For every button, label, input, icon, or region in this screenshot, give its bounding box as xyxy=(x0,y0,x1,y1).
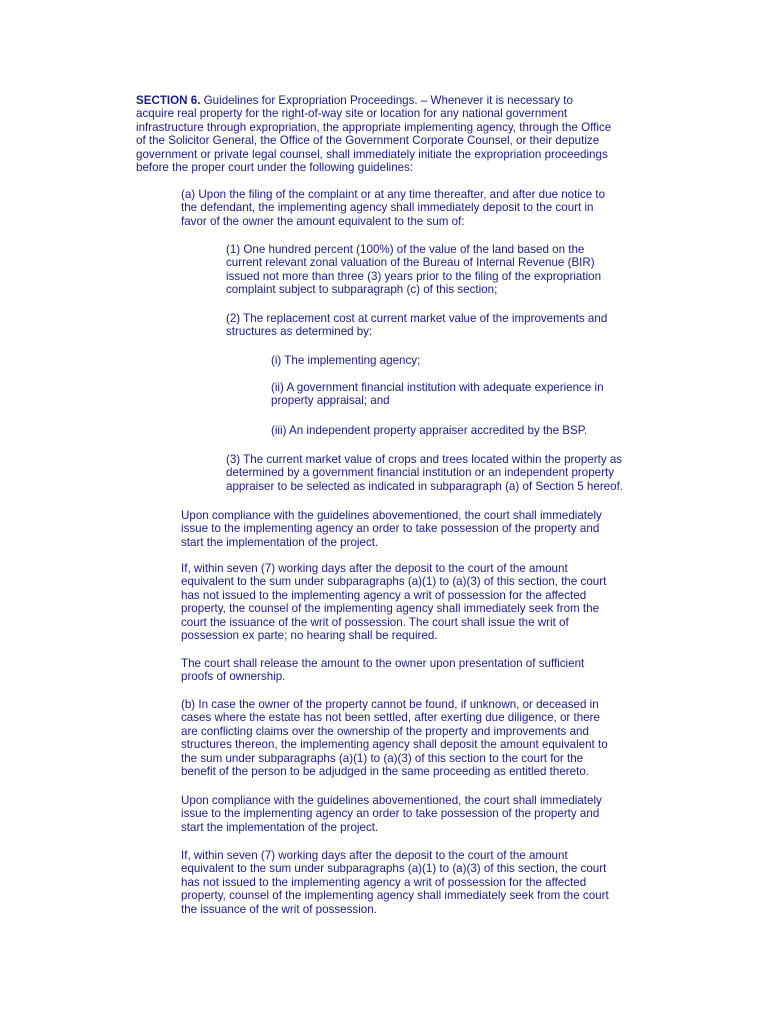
item-a2-iii: (iii) An independent property appraiser accredited by the BSP. xyxy=(271,424,588,437)
subparagraph-a2: (2) The replacement cost at current market value of the improvements and structures as determined by: xyxy=(226,312,608,339)
section-heading: SECTION 6. xyxy=(136,94,201,107)
compliance-paragraph-2: Upon compliance with the guidelines abovementioned, the court shall immediately issue to the implementing agency an order to take possession of the property and start the implementation of the project. xyxy=(181,794,602,834)
compliance-paragraph-1: Upon compliance with the guidelines abovementioned, the court shall immediately issue to the implementing agency an order to take possession of the property and start the implementation of the project. xyxy=(181,509,602,549)
subparagraph-a3: (3) The current market value of crops and trees located within the property as determined by a government financial institution or an independent property appraiser to be selected as indicated in subparagraph (a) of Section 5 hereof. xyxy=(226,453,624,493)
paragraph-a: (a) Upon the filing of the complaint or at any time thereafter, and after due notice to the defendant, the implementing agency shall immediately deposit to the court in favor of the owner the amount equivalent to the sum of: xyxy=(181,188,606,228)
release-paragraph: The court shall release the amount to the owner upon presentation of sufficient proofs of ownership. xyxy=(181,657,585,684)
writ-paragraph-1: If, within seven (7) working days after the deposit to the court of the amount equivalent to the sum under subparagraphs (a)(1) to (a)(3) of this section, the court has not issued to the implementing agency a writ of possession for the affected property, the counsel of the implementing agency shall immediately seek from the court the issuance of the writ of possession. The court shall issue the writ of possession ex parte; no hearing shall be required. xyxy=(181,562,607,643)
subparagraph-a1: (1) One hundred percent (100%) of the value of the land based on the current relevant zonal valuation of the Bureau of Internal Revenue (BIR) issued not more than three (3) years prior to the filing of the expropriation complaint subject to subparagraph (c) of this section; xyxy=(226,243,602,297)
item-a2-i: (i) The implementing agency; xyxy=(271,354,421,367)
paragraph-b: (b) In case the owner of the property cannot be found, if unknown, or deceased in cases where the estate has not been settled, after exerting due diligence, or there are conflicting claims over the ownership of the property and improvements and structures thereon, the implementing agency shall deposit the amount equivalent to the sum under subparagraphs (a)(1) to (a)(3) of this section to the court for the benefit of the person to be adjudged in the same proceeding as entitled thereto. xyxy=(181,698,608,779)
item-a2-ii: (ii) A government financial institution with adequate experience in property appraisal; and xyxy=(271,381,604,408)
section-6-intro xyxy=(136,94,684,174)
writ-paragraph-2: If, within seven (7) working days after the deposit to the court of the amount equivalent to the sum under subparagraphs (a)(1) to (a)(3) of this section, the court has not issued to the implementing agency a writ of possession for the affected property, counsel of the implementing agency shall immediately seek from the court the issuance of the writ of possession. xyxy=(181,849,609,916)
section-intro-text: Guidelines for Expropriation Proceedings. – Whenever it is necessary to acquire real property for the right-of-way site or location for any national government infrastructure through expropriation, the appropriate implementing agency, through the Office of the Solicitor General, the Office of the Government Corporate Counsel, or their deputize government or private legal counsel, shall immediately initiate the expropriation proceedings before the proper court under the following guidelines: xyxy=(136,94,612,175)
